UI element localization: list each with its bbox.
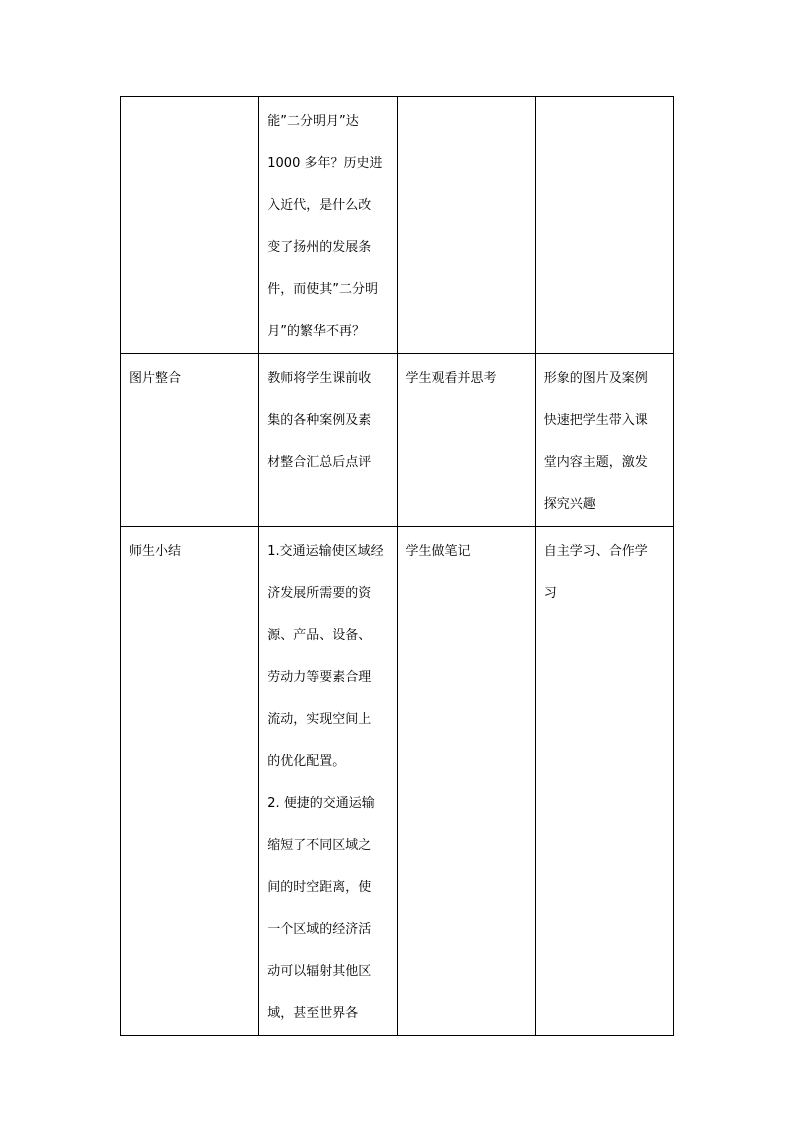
table-row	[121, 97, 674, 354]
teacher-line: 1000 多年？历史进	[267, 156, 383, 171]
teacher-line: 域，甚至世界各	[267, 1006, 359, 1021]
student-activity-cell	[397, 354, 535, 527]
teacher-line: 月”的繁华不再？	[267, 324, 365, 339]
student-text	[406, 101, 529, 143]
intent-line: 形象的图片及案例	[543, 371, 648, 386]
teacher-line: 动可以辐射其他区	[267, 964, 372, 979]
intent-line: 习	[543, 586, 557, 601]
intent-line: 堂内容主题，激发	[543, 455, 648, 470]
design-intent-cell	[535, 527, 673, 1036]
intent-line: 自主学习、合作学	[543, 544, 648, 559]
table-row	[121, 527, 674, 1036]
student-text: 学生做笔记	[405, 544, 471, 559]
student-activity-cell	[397, 527, 535, 1036]
teacher-line: 一个区域的经济活	[267, 922, 372, 937]
teacher-activity-cell	[259, 527, 397, 1036]
teacher-activity-cell	[259, 354, 397, 527]
teacher-line: 流动，实现空间上	[267, 712, 372, 727]
student-text: 学生观看并思考	[405, 371, 497, 386]
teacher-line: 间的时空距离，使	[267, 880, 372, 895]
design-intent-cell	[535, 97, 673, 354]
teacher-line: 入近代，是什么改	[267, 198, 372, 213]
teacher-activity-cell	[259, 97, 397, 354]
teacher-line: 1.交通运输使区域经	[267, 544, 384, 559]
teacher-line: 源、产品、设备、	[267, 628, 372, 643]
teacher-line: 的优化配置。	[267, 754, 346, 769]
design-intent-cell	[535, 354, 673, 527]
intent-line: 快速把学生带入课	[543, 413, 648, 428]
teacher-line: 集的各种案例及素	[267, 413, 372, 428]
teacher-line: 济发展所需要的资	[267, 586, 372, 601]
teacher-line: 劳动力等要素合理	[267, 670, 372, 685]
teacher-line: 2. 便捷的交通运输	[267, 796, 375, 811]
stage-text: 师生小结	[129, 544, 182, 559]
stage-text	[129, 101, 252, 143]
teacher-line: 材整合汇总后点评	[267, 455, 372, 470]
stage-text: 图片整合	[129, 371, 182, 386]
teacher-line: 教师将学生课前收	[267, 371, 372, 386]
teacher-line: 变了扬州的发展条	[267, 240, 372, 255]
lesson-plan-table	[120, 96, 674, 1036]
table-row	[121, 354, 674, 527]
teacher-line: 能”二分明月”达	[267, 114, 359, 129]
teacher-line: 缩短了不同区域之	[267, 838, 372, 853]
intent-line: 探究兴趣	[543, 497, 596, 512]
student-activity-cell	[397, 97, 535, 354]
stage-cell	[121, 97, 259, 354]
stage-cell	[121, 527, 259, 1036]
stage-cell	[121, 354, 259, 527]
teacher-line: 件，而使其”二分明	[267, 282, 378, 297]
